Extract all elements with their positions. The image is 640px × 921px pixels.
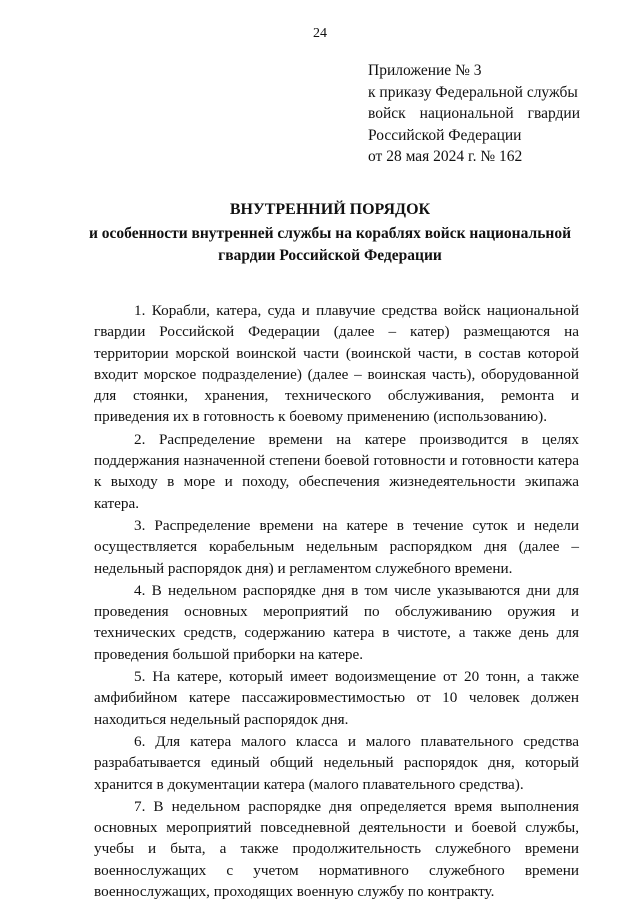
title-main: ВНУТРЕННИЙ ПОРЯДОК [229,201,431,218]
paragraph-7: 7. В недельном распорядке дня определяется время выполнения основных мероприятий повседневной деятельности и боевой службы, учебы и быта, а также продолжительность служебного времени военнослужащих с учетом нормативного служебного времени военнослужащих, проходящих военную службу по контракту. [94,797,579,901]
document-body [94,300,579,903]
paragraph-5: 5. На катере, который имеет водоизмещение от 20 тонн, а также амфибийном катере пассажировместимостью от 10 человек должен находиться недельный распорядок дня. [94,668,579,728]
paragraph-4: 4. В недельном распорядке дня в том числе указываются дни для проведения основных мероприятий по обслуживанию оружия и технических средств, содержанию катера в чистоте, а также день для проведения большой приборки на катере. [94,581,579,663]
page-number: 24 [313,26,327,41]
appendix-country: Российской Федерации [368,126,522,144]
appendix-title: Приложение № 3 [368,62,482,79]
appendix-block [368,60,580,168]
document-title [80,199,580,267]
paragraph-1: 1. Корабли, катера, суда и плавучие средства войск национальной гвардии Российской Федерации (далее – катер) размещаются на территории морской воинской части (воинской части, в состав которой входит морское подразделение) (далее – воинская часть), оборудованной для стоянки, хранения, технического обслуживания, ремонта и приведения их в готовность к боевому применению (использованию). [94,302,579,426]
appendix-order-date: от 28 мая 2024 г. № 162 [368,148,523,165]
paragraph-2: 2. Распределение времени на катере производится в целях поддержания назначенной степени боевой готовности и готовности катера к выходу в море и походу, обеспечения жизнедеятельности экипажа катера. [94,430,579,512]
paragraph-3: 3. Распределение времени на катере в течение суток и недели осуществляется корабельным недельным распорядком дня (далее – недельный распорядок дня) и регламентом служебного времени. [94,516,579,577]
paragraph-6: 6. Для катера малого класса и малого плавательного средства разрабатывается единый общий недельный распорядок дня, который хранится в документации катера (малого плавательного средства). [94,732,579,793]
appendix-order-ref: к приказу Федеральной службы [368,83,578,101]
title-subtitle: и особенности внутренней службы на кораблях войск национальной гвардии Российской Федерации [88,225,572,264]
appendix-service-name: войск национальной гвардии [368,105,580,122]
